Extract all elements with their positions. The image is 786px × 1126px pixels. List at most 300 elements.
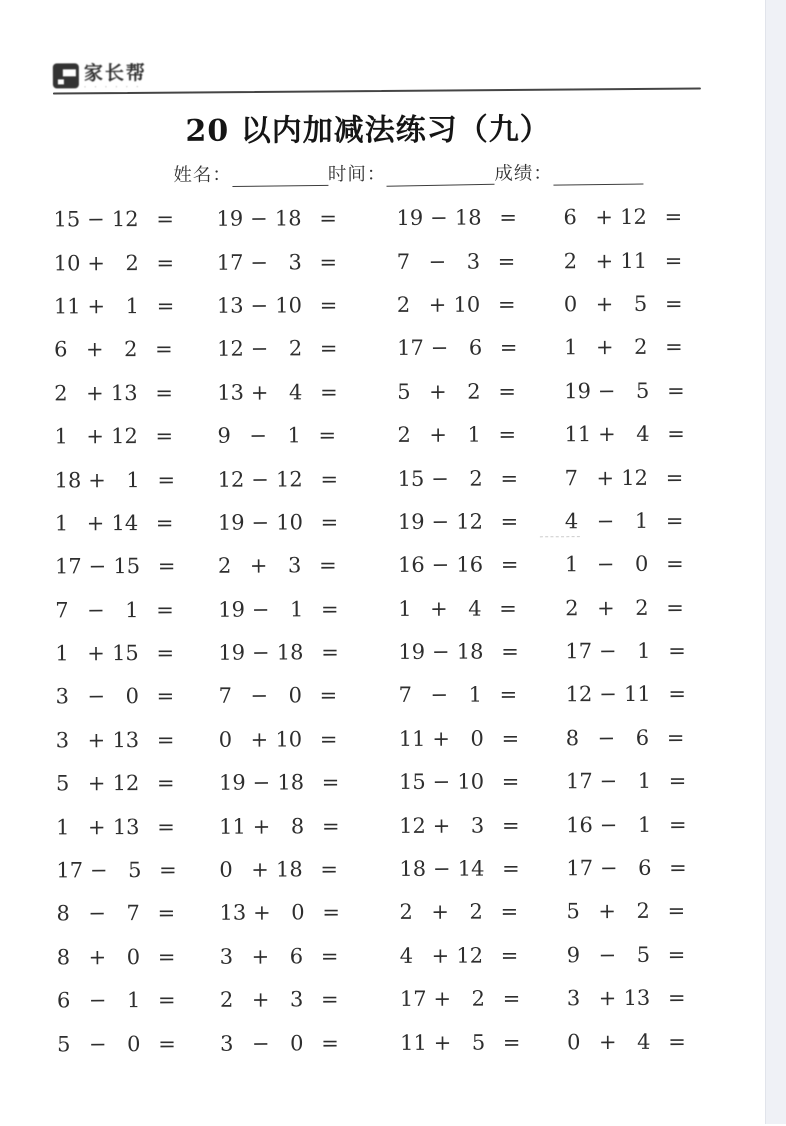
- problem-cell: [396, 207, 563, 229]
- equals-sign: =: [321, 813, 340, 838]
- operand-b: 6: [635, 725, 650, 750]
- operator: +: [431, 900, 450, 925]
- operand-b: 15: [113, 554, 141, 579]
- operator: +: [429, 379, 447, 404]
- equals-sign: =: [669, 855, 687, 880]
- problem-cell: [398, 641, 565, 663]
- operator: −: [251, 640, 270, 665]
- name-label: 姓名：: [173, 164, 232, 186]
- operand-b: 12: [112, 771, 140, 796]
- equals-sign: =: [321, 640, 339, 665]
- equals-sign: =: [502, 856, 520, 881]
- operand-a: 13: [216, 293, 244, 318]
- equals-sign: =: [666, 552, 684, 577]
- operator: +: [85, 337, 104, 362]
- operand-b: 3: [466, 249, 481, 274]
- operand-a: 7: [396, 249, 411, 274]
- operand-b: 10: [453, 292, 481, 317]
- operand-a: 3: [220, 1031, 234, 1056]
- problem-cell: [398, 511, 565, 533]
- operator: −: [599, 856, 618, 881]
- problem-cell: [55, 469, 218, 491]
- equals-sign: =: [156, 207, 174, 232]
- operator: +: [598, 899, 617, 924]
- operand-b: 0: [634, 552, 649, 577]
- operand-b: 18: [274, 206, 302, 231]
- operator: +: [595, 248, 614, 273]
- problem-cell: [54, 510, 218, 536]
- operand-a: 3: [55, 728, 70, 753]
- operator: +: [250, 727, 269, 752]
- operand-b: 6: [289, 944, 304, 969]
- time-blank-line: [386, 162, 494, 187]
- operand-a: 8: [56, 945, 71, 970]
- operand-b: 3: [288, 249, 302, 274]
- equals-sign: =: [498, 422, 517, 447]
- operator: +: [595, 291, 614, 317]
- operand-b: 14: [111, 510, 139, 536]
- operator: −: [250, 336, 269, 361]
- operator: +: [250, 380, 269, 405]
- problem-cell: [400, 1032, 567, 1054]
- problem-cell: [219, 902, 399, 924]
- problem-cell: [217, 338, 397, 360]
- operator: +: [88, 945, 107, 970]
- problem-cell: [397, 465, 565, 491]
- equals-sign: =: [498, 379, 516, 404]
- operand-b: 10: [275, 293, 303, 318]
- operand-a: 2: [565, 595, 579, 620]
- operand-a: 2: [217, 553, 232, 579]
- equals-sign: =: [319, 249, 338, 274]
- equals-sign: =: [502, 1030, 521, 1055]
- problem-cell: [397, 294, 564, 316]
- equals-sign: =: [159, 857, 177, 883]
- equals-sign: =: [667, 421, 685, 446]
- operand-a: 1: [564, 335, 578, 360]
- operand-a: 1: [54, 424, 68, 449]
- operand-b: 12: [111, 207, 139, 232]
- operator: −: [596, 508, 615, 533]
- problem-cell: [566, 985, 718, 1011]
- operator: −: [430, 336, 449, 361]
- equals-sign: =: [320, 987, 339, 1012]
- operand-b: 12: [456, 509, 483, 534]
- equals-sign: =: [664, 204, 683, 229]
- operand-b: 1: [637, 812, 652, 837]
- operand-b: 10: [276, 510, 303, 535]
- operand-b: 2: [634, 335, 648, 360]
- problem-cell: [399, 771, 566, 793]
- operand-b: 1: [637, 638, 651, 663]
- operand-a: 17: [397, 336, 424, 361]
- operator: −: [249, 423, 267, 448]
- problem-cell: [566, 901, 717, 923]
- operand-a: 3: [55, 684, 70, 709]
- operand-b: 4: [636, 421, 650, 447]
- operand-b: 4: [468, 596, 482, 621]
- problem-cell: [564, 250, 715, 272]
- equals-sign: =: [666, 595, 684, 620]
- problem-cell: [56, 816, 219, 838]
- operand-a: 2: [219, 987, 234, 1012]
- operand-b: 5: [471, 1030, 486, 1055]
- operand-b: 10: [275, 727, 303, 752]
- operand-a: 12: [399, 813, 426, 838]
- operand-b: 2: [125, 250, 139, 275]
- operand-a: 3: [219, 944, 234, 969]
- operand-b: 1: [126, 467, 140, 492]
- operand-a: 5: [397, 379, 411, 404]
- operand-b: 1: [289, 597, 304, 622]
- operator: −: [88, 988, 107, 1013]
- operand-a: 18: [399, 856, 427, 881]
- equals-sign: =: [501, 813, 520, 838]
- equals-sign: =: [319, 206, 337, 231]
- operand-a: 18: [54, 467, 82, 492]
- operand-a: 0: [567, 1029, 581, 1054]
- problem-cell: [397, 381, 564, 403]
- operand-b: 2: [471, 986, 486, 1011]
- operator: +: [598, 422, 616, 447]
- operand-b: 2: [469, 900, 483, 925]
- problem-cell: [565, 554, 716, 576]
- problem-cell: [564, 380, 715, 402]
- problem-cell: [218, 555, 398, 577]
- operator: +: [432, 726, 451, 751]
- operand-b: 11: [623, 682, 651, 707]
- problem-cell: [220, 989, 400, 1011]
- operand-b: 18: [275, 857, 303, 882]
- equals-sign: =: [157, 901, 176, 926]
- operator: +: [87, 728, 106, 753]
- operand-b: 12: [620, 205, 647, 230]
- operand-a: 12: [565, 682, 593, 707]
- operand-a: 15: [398, 770, 426, 795]
- problem-cell: [54, 339, 217, 361]
- problem-cell: [566, 684, 717, 706]
- equals-sign: =: [156, 293, 175, 318]
- operand-b: 10: [457, 769, 485, 794]
- operand-a: 5: [57, 1031, 71, 1057]
- operand-b: 0: [125, 684, 140, 709]
- operand-b: 0: [126, 944, 141, 969]
- operand-a: 0: [218, 727, 233, 752]
- operand-b: 6: [638, 855, 652, 880]
- equals-sign: =: [322, 900, 340, 925]
- operand-b: 12: [111, 424, 138, 449]
- operator: −: [250, 250, 268, 275]
- equals-sign: =: [157, 814, 175, 839]
- operand-a: 11: [564, 422, 592, 447]
- operand-b: 3: [287, 553, 302, 578]
- problem-cell: [54, 382, 217, 404]
- operator: +: [251, 857, 269, 882]
- problem-cell: [399, 728, 566, 750]
- problem-cell: [216, 208, 396, 230]
- operand-a: 7: [55, 598, 69, 623]
- equals-sign: =: [499, 205, 517, 230]
- scan-artifact-dashed-line: [540, 536, 580, 537]
- equals-sign: =: [156, 250, 175, 275]
- equals-sign: =: [319, 727, 338, 752]
- operator: −: [251, 597, 270, 622]
- operator: +: [87, 814, 106, 839]
- operand-a: 11: [400, 1030, 427, 1055]
- operator: −: [599, 812, 618, 837]
- operand-b: 5: [128, 858, 142, 883]
- operator: +: [597, 595, 615, 620]
- problem-cell: [399, 899, 566, 925]
- operator: +: [598, 1029, 617, 1054]
- operand-a: 6: [563, 205, 577, 230]
- equals-sign: =: [668, 682, 687, 707]
- problem-cell: [565, 597, 716, 619]
- operand-a: 4: [564, 509, 579, 534]
- problem-cell: [398, 598, 565, 620]
- operator: +: [430, 596, 448, 621]
- problem-cell: [55, 643, 218, 665]
- equals-sign: =: [320, 944, 339, 969]
- operand-b: 1: [126, 988, 141, 1013]
- equals-sign: =: [500, 899, 519, 924]
- operand-a: 19: [218, 597, 245, 622]
- operator: −: [88, 901, 107, 926]
- equals-sign: =: [664, 248, 683, 273]
- operator: +: [595, 335, 614, 360]
- operand-a: 6: [54, 337, 68, 362]
- operand-b: 12: [275, 466, 303, 491]
- operand-a: 3: [566, 986, 581, 1011]
- equals-sign: =: [668, 638, 686, 663]
- operand-a: 15: [397, 466, 425, 491]
- operator: +: [87, 250, 105, 275]
- operand-a: 16: [397, 553, 425, 578]
- operand-a: 19: [218, 640, 246, 665]
- operand-a: 4: [399, 943, 414, 968]
- equals-sign: =: [665, 335, 683, 360]
- equals-sign: =: [320, 596, 339, 621]
- operator: −: [430, 205, 448, 230]
- operand-b: 5: [636, 942, 651, 967]
- score-label: 成绩：: [494, 163, 553, 185]
- operand-a: 15: [53, 207, 81, 232]
- operand-b: 1: [634, 508, 649, 533]
- operator: +: [428, 292, 447, 317]
- equals-sign: =: [500, 552, 519, 577]
- operand-a: 2: [399, 900, 413, 925]
- equals-sign: =: [499, 682, 518, 707]
- problem-cell: [57, 1033, 220, 1055]
- problem-cell: [397, 424, 564, 446]
- problem-cell: [217, 379, 397, 405]
- operand-a: 17: [399, 987, 427, 1012]
- operand-b: 0: [290, 1030, 304, 1056]
- operand-a: 17: [216, 250, 244, 275]
- operator: +: [432, 813, 451, 838]
- problem-cell: [53, 209, 216, 231]
- operand-b: 0: [291, 900, 305, 925]
- operator: −: [250, 206, 268, 231]
- equals-sign: =: [155, 380, 173, 405]
- operand-b: 1: [125, 294, 140, 319]
- operator: −: [431, 466, 449, 491]
- operator: −: [88, 554, 107, 579]
- operand-a: 11: [219, 814, 246, 839]
- operand-b: 1: [467, 422, 481, 447]
- operand-a: 17: [56, 858, 84, 883]
- operand-a: 7: [398, 683, 413, 708]
- operand-b: 13: [112, 727, 140, 753]
- operator: −: [597, 378, 616, 403]
- problem-cell: [565, 467, 716, 489]
- operator: +: [87, 641, 105, 666]
- problem-cell: [567, 1031, 718, 1053]
- operator: −: [597, 725, 616, 750]
- operand-b: 3: [470, 813, 485, 838]
- operand-b: 2: [469, 466, 483, 491]
- operand-a: 11: [53, 294, 81, 319]
- problem-cell: [56, 944, 220, 970]
- operand-a: 11: [398, 726, 426, 751]
- operand-a: 13: [217, 380, 245, 405]
- name-blank-line: [232, 163, 328, 187]
- operator: −: [87, 207, 105, 232]
- problem-cell: [399, 858, 566, 880]
- equals-sign: =: [666, 378, 685, 403]
- operand-b: 18: [456, 639, 484, 664]
- operand-b: 18: [277, 770, 305, 795]
- equals-sign: =: [156, 727, 175, 752]
- equals-sign: =: [157, 467, 176, 492]
- problem-cell: [217, 425, 397, 447]
- problems-grid: [53, 196, 718, 1067]
- operand-a: 19: [217, 510, 245, 535]
- operator: +: [251, 944, 270, 969]
- operand-a: 1: [398, 596, 412, 621]
- operator: +: [598, 986, 617, 1011]
- equals-sign: =: [501, 639, 519, 664]
- brand-logo-text: 家长帮: [83, 62, 147, 85]
- problem-cell: [398, 682, 566, 708]
- operand-b: 11: [620, 248, 648, 273]
- operand-a: 12: [217, 336, 244, 362]
- problem-cell: [55, 727, 219, 753]
- equals-sign: =: [320, 466, 339, 491]
- problem-cell: [57, 990, 220, 1012]
- equals-sign: =: [321, 1030, 339, 1055]
- operator: +: [251, 987, 270, 1012]
- problem-cell: [55, 556, 218, 578]
- equals-sign: =: [664, 291, 683, 316]
- operator: +: [249, 553, 268, 578]
- operator: −: [430, 683, 449, 708]
- equals-sign: =: [499, 596, 517, 621]
- operand-b: 1: [287, 423, 301, 448]
- header-divider: [53, 87, 701, 94]
- equals-sign: =: [668, 812, 687, 837]
- equals-sign: =: [501, 769, 520, 794]
- equals-sign: =: [320, 379, 338, 405]
- page-title: 20 以内加减法练习（九）: [185, 112, 551, 149]
- operand-a: 1: [564, 552, 579, 577]
- operator: +: [88, 467, 106, 492]
- equals-sign: =: [158, 1031, 176, 1056]
- problem-cell: [400, 945, 567, 967]
- operand-b: 7: [126, 901, 140, 926]
- operand-a: 19: [398, 639, 426, 665]
- operator: +: [252, 814, 271, 839]
- operator: −: [599, 682, 617, 707]
- equals-sign: =: [318, 423, 337, 448]
- problem-cell: [56, 903, 219, 925]
- operator: −: [432, 769, 451, 795]
- operator: −: [87, 597, 105, 622]
- operand-a: 1: [56, 815, 70, 840]
- operand-a: 0: [219, 857, 233, 882]
- equals-sign: =: [156, 597, 174, 622]
- equals-sign: =: [667, 899, 686, 924]
- operator: +: [253, 900, 271, 926]
- problem-cell: [563, 204, 714, 230]
- problem-cell: [56, 857, 219, 883]
- problem-cell: [220, 946, 400, 968]
- operator: −: [596, 552, 615, 577]
- operator: −: [431, 553, 450, 578]
- operand-a: 5: [566, 899, 580, 924]
- operand-a: 6: [56, 988, 71, 1013]
- operator: −: [431, 509, 450, 534]
- operand-b: 3: [289, 987, 304, 1012]
- operator: +: [86, 511, 105, 536]
- operand-a: 19: [397, 509, 425, 534]
- problem-cell: [564, 421, 715, 447]
- problem-cell: [567, 944, 718, 966]
- brand-logo: [53, 63, 147, 91]
- operator: −: [251, 510, 270, 535]
- operand-a: 1: [55, 641, 69, 666]
- score-blank-line: [553, 161, 643, 185]
- operand-b: 1: [125, 597, 139, 622]
- operand-b: 12: [621, 465, 649, 490]
- operand-b: 16: [456, 552, 484, 577]
- operand-a: 5: [55, 771, 70, 796]
- equals-sign: =: [665, 508, 684, 533]
- problem-cell: [56, 686, 219, 708]
- equals-sign: =: [320, 857, 339, 882]
- operator: −: [598, 639, 617, 664]
- problem-cell: [565, 638, 716, 664]
- operator: −: [252, 770, 271, 795]
- equals-sign: =: [500, 465, 519, 491]
- operand-a: 0: [563, 292, 578, 317]
- problem-cell: [563, 291, 715, 317]
- operand-a: 2: [54, 381, 68, 406]
- operator: −: [598, 942, 617, 967]
- equals-sign: =: [156, 684, 175, 709]
- operand-b: 6: [468, 335, 483, 360]
- operand-b: 2: [635, 595, 649, 620]
- operand-a: 17: [54, 554, 82, 579]
- operand-b: 0: [288, 683, 303, 708]
- brand-logo-subtext: · · · · · ·: [83, 83, 142, 92]
- problem-cell: [53, 293, 217, 319]
- equals-sign: =: [319, 683, 338, 708]
- operand-a: 9: [217, 423, 231, 448]
- problem-cell: [55, 599, 218, 621]
- equals-sign: =: [666, 725, 685, 750]
- operand-a: 19: [564, 378, 592, 403]
